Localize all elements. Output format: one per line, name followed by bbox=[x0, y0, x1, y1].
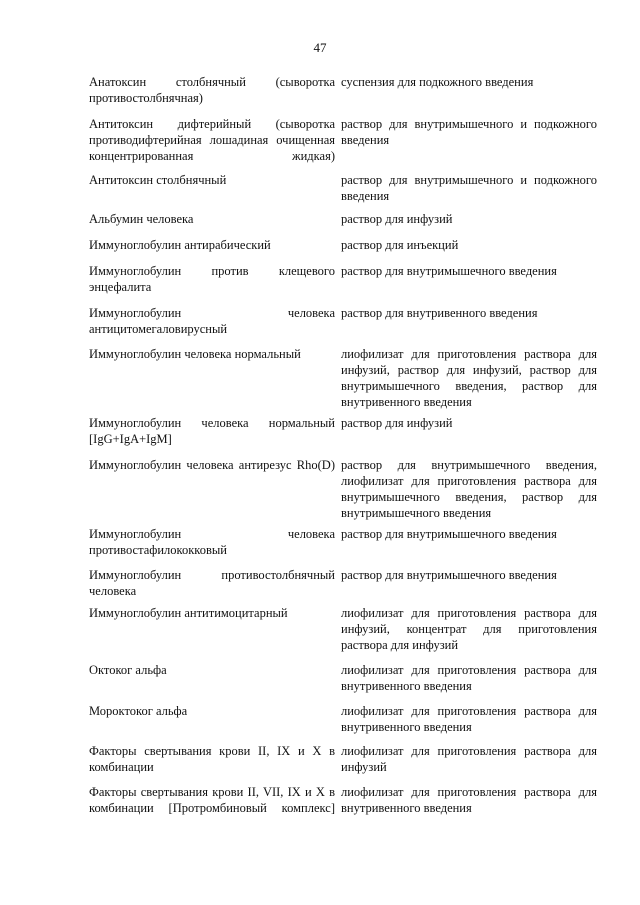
drug-name: Иммуноглобулин против клещевого энцефалита bbox=[89, 264, 335, 294]
dosage-form: лиофилизат для приготовления раствора для внутривенного введения bbox=[341, 785, 597, 815]
dosage-form: лиофилизат для приготовления раствора для инфузий, раствор для инфузий, раствор для внутримышечного введения, раствор для внутривенного введения bbox=[341, 347, 597, 409]
drug-name: Иммуноглобулин человека антирезус Rho(D) bbox=[89, 458, 335, 472]
drug-name: Иммуноглобулин антитимоцитарный bbox=[89, 606, 288, 620]
dosage-form: раствор для внутримышечного введения, лиофилизат для приготовления раствора для внутримышечного введения, раствор для внутримышечного введения bbox=[341, 458, 597, 520]
drug-name: Иммуноглобулин человека противостафилококковый bbox=[89, 527, 335, 557]
dosage-form: лиофилизат для приготовления раствора для инфузий bbox=[341, 744, 597, 774]
drug-name: Мороктоког альфа bbox=[89, 704, 188, 718]
dosage-form: суспензия для подкожного введения bbox=[341, 75, 534, 89]
dosage-form: раствор для внутримышечного введения bbox=[341, 264, 557, 278]
dosage-form: раствор для инфузий bbox=[341, 212, 453, 226]
dosage-form: лиофилизат для приготовления раствора для внутривенного введения bbox=[341, 704, 597, 734]
drug-name: Антитоксин столбнячный bbox=[89, 173, 227, 187]
dosage-form: лиофилизат для приготовления раствора для внутривенного введения bbox=[341, 663, 597, 693]
dosage-form: раствор для внутримышечного и подкожного введения bbox=[341, 117, 597, 147]
page-number: 47 bbox=[313, 40, 327, 55]
drug-name: Иммуноглобулин противостолбнячный человека bbox=[89, 568, 335, 598]
dosage-form: лиофилизат для приготовления раствора для инфузий, концентрат для приготовления раствора для инфузий bbox=[341, 606, 597, 652]
dosage-form: раствор для внутримышечного введения bbox=[341, 527, 557, 541]
dosage-form: раствор для внутримышечного и подкожного введения bbox=[341, 173, 597, 203]
drug-name: Иммуноглобулин человека антицитомегаловирусный bbox=[89, 306, 335, 336]
drug-name: Иммуноглобулин антирабический bbox=[89, 238, 271, 252]
drug-name: Альбумин человека bbox=[89, 212, 194, 226]
drug-name: Иммуноглобулин человека нормальный bbox=[89, 347, 301, 361]
dosage-form: раствор для инъекций bbox=[341, 238, 459, 252]
drug-name: Иммуноглобулин человека нормальный [IgG+IgA+IgM] bbox=[89, 416, 335, 446]
dosage-form: раствор для внутривенного введения bbox=[341, 306, 538, 320]
dosage-form: раствор для инфузий bbox=[341, 416, 453, 430]
drug-name: Октоког альфа bbox=[89, 663, 167, 677]
drug-name: Факторы свертывания крови II, VII, IX и X в комбинации [Протромбиновый комплекс] bbox=[89, 785, 335, 815]
drug-name: Анатоксин столбнячный (сыворотка противостолбнячная) bbox=[89, 75, 335, 105]
drug-name: Факторы свертывания крови II, IX и X в комбинации bbox=[89, 744, 335, 774]
dosage-form: раствор для внутримышечного введения bbox=[341, 568, 557, 582]
drug-name: Антитоксин дифтерийный (сыворотка противодифтерийная лошадиная очищенная концентрированная жидкая) bbox=[89, 117, 335, 163]
